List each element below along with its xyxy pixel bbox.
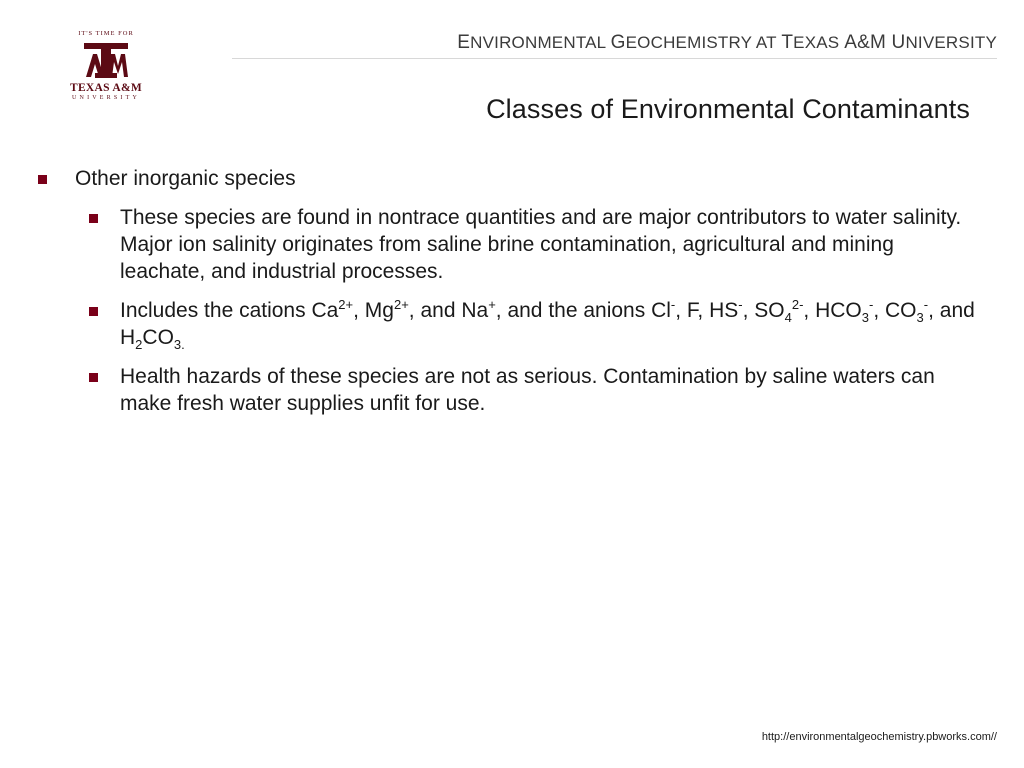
subscript: 3. [173,337,185,353]
sub-bullet-item [34,297,979,351]
logo-name: TEXAS A&M [69,82,143,94]
header-title-part: T [781,32,794,53]
bullet-square-icon [38,175,47,184]
header-divider [232,58,997,59]
bullet-square-icon [89,214,98,223]
superscript: - [670,297,676,312]
text-run: , HCO [803,299,862,322]
bullet-item [34,165,979,192]
header-title-part: NVIRONMENTAL [470,33,611,52]
header-title-part: EXAS [793,33,845,52]
header-title-part: NIVERSITY [905,33,997,52]
text-run: Health hazards of these species are not as serious. Contamination by saline waters can make fresh water supplies unfit for use. [120,365,935,415]
bullet-square-icon [89,307,98,316]
text-run: , and the anions Cl [495,299,671,322]
subscript: 3 [861,310,869,326]
bullet-text [120,206,961,283]
texas-am-logo [60,30,152,101]
superscript: 2+ [393,297,409,312]
text-run: Includes the cations Ca [120,299,339,322]
superscript: + [488,297,496,312]
subscript: 4 [784,310,792,326]
header-title-part: E [457,32,471,53]
text-run: , SO [742,299,785,322]
header-title-part: G [610,32,626,53]
subscript: 2 [135,337,143,353]
footer-url: http://environmentalgeochemistry.pbworks.com// [761,731,997,743]
header-title [457,32,997,54]
bullet-text [75,167,296,190]
bullet-square-icon [89,373,98,382]
slide-content [34,165,979,429]
logo-tagline: IT'S TIME FOR [78,30,134,37]
atm-logo-icon [83,40,129,80]
superscript: 2- [791,297,804,312]
header-title-part: EOCHEMISTRY AT [625,33,782,52]
text-run: , CO [873,299,917,322]
header-title-part: A&M U [844,32,906,53]
text-run: CO [142,326,174,349]
text-run: These species are found in nontrace quantities and are major contributors to water salinity. Major ion salinity originates from saline brine contamination, agricultural and mining leachate, and industrial processes. [120,206,962,283]
text-run: , and H [120,299,975,349]
logo-subtitle: UNIVERSITY [72,95,140,101]
slide-title: Classes of Environmental Contaminants [486,94,970,124]
subscript: 3 [916,310,924,326]
superscript: - [923,297,929,312]
text-run: , and Na [408,299,489,322]
text-run: , F, HS [675,299,739,322]
sub-bullet-item [34,204,979,285]
bullet-text [120,297,975,353]
text-run: Other inorganic species [75,167,296,190]
bullet-text [120,365,935,415]
superscript: 2+ [338,297,354,312]
superscript: - [869,297,874,312]
superscript: - [738,297,743,312]
sub-bullet-item [34,363,979,417]
text-run: , Mg [353,299,394,322]
